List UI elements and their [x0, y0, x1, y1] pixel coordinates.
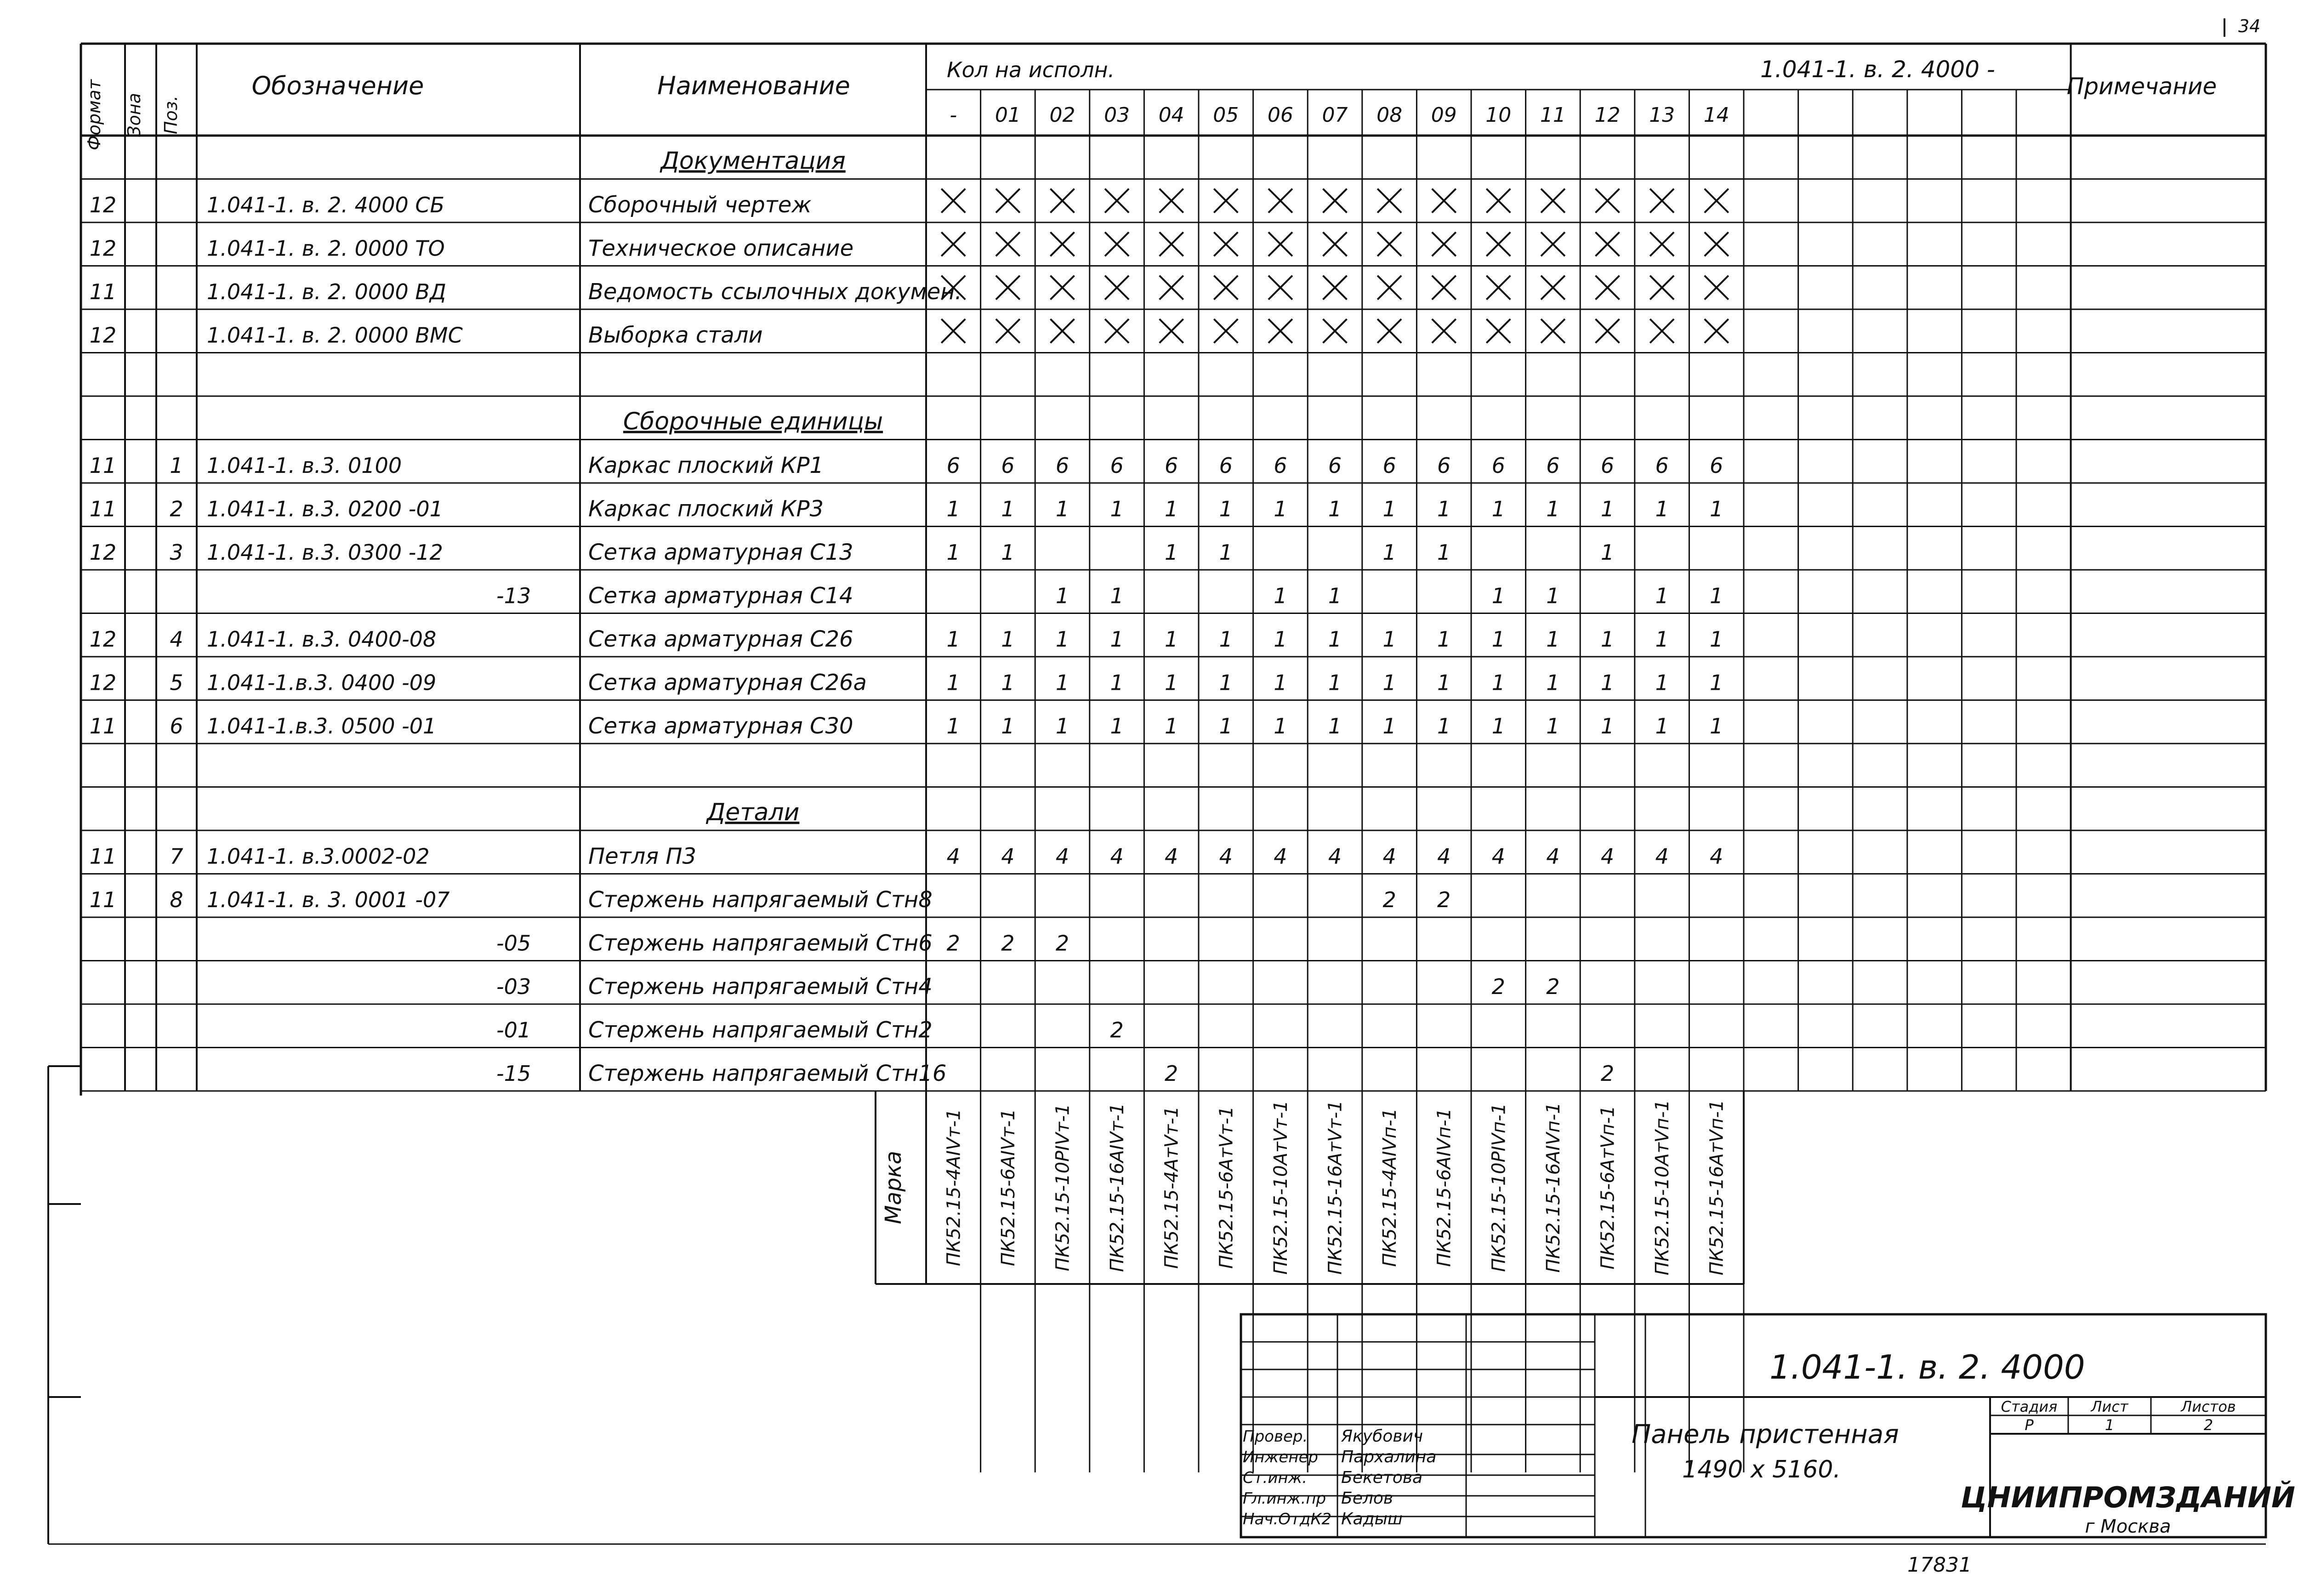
marka-value-7: ПК52.15-16АтVт-1 [1325, 1100, 1346, 1275]
doc-cross [1268, 276, 1292, 300]
doc-cross [1541, 232, 1565, 256]
qty-value: 4 [1600, 844, 1615, 869]
row-designation: -15 [496, 1061, 531, 1086]
qty-value: 1 [1710, 714, 1724, 738]
qty-value: 1 [946, 540, 960, 565]
qty-value: 1 [1710, 627, 1724, 652]
doc-cross [1105, 319, 1129, 343]
section-details: Детали [706, 799, 800, 826]
row-designation: 1.041-1. в. 2. 4000 СБ [207, 193, 445, 217]
qty-value: 1 [1546, 496, 1560, 522]
qty-value: 6 [1328, 453, 1342, 478]
qty-value: 6 [1219, 453, 1233, 478]
doc-cross [1377, 189, 1401, 213]
qty-value: 1 [946, 670, 960, 695]
qty-value: 1 [1328, 627, 1342, 652]
qty-value: 2 [1165, 1061, 1178, 1086]
variant-header-1: 01 [995, 103, 1021, 127]
row-designation: -01 [496, 1017, 531, 1043]
qty-value: 1 [1110, 627, 1124, 652]
doc-cross [1541, 319, 1565, 343]
row-name: Сетка арматурная С30 [588, 713, 853, 739]
qty-value: 1 [1491, 670, 1505, 695]
doc-cross [1650, 276, 1674, 300]
qty-value: 4 [1001, 844, 1015, 869]
row-pos: 1 [170, 453, 183, 478]
tb-role-0: Провер. [1243, 1427, 1308, 1446]
qty-value: 1 [1055, 496, 1069, 522]
row-name: Стержень напрягаемый Стн6 [588, 930, 933, 956]
qty-value: 6 [1165, 453, 1178, 478]
marka-label: Марка [881, 1151, 906, 1224]
row-designation: -05 [496, 931, 531, 956]
row-format: 12 [89, 670, 117, 695]
qty-value: 1 [1600, 627, 1615, 652]
marka-value-0: ПК52.15-4АIVт-1 [943, 1108, 965, 1267]
qty-value: 1 [1001, 496, 1015, 522]
tb-role-3: Гл.инж.пр [1243, 1489, 1326, 1508]
qty-value: 1 [1491, 583, 1505, 608]
row-pos: 7 [170, 844, 183, 869]
row-designation: 1.041-1. в. 2. 0000 ВД [207, 279, 446, 304]
qty-value: 6 [1600, 453, 1615, 478]
qty-value: 1 [1546, 714, 1560, 738]
doc-cross [1160, 189, 1183, 213]
qty-value: 1 [1600, 670, 1615, 695]
tb-name-1: Пархалина [1341, 1448, 1437, 1466]
doc-cross [1705, 232, 1729, 256]
header-designation: Обозначение [251, 71, 424, 100]
variant-header-4: 04 [1158, 103, 1184, 127]
doc-cross [1650, 189, 1674, 213]
marka-value-10: ПК52.15-10РIVп-1 [1488, 1103, 1510, 1272]
qty-value: 6 [1491, 453, 1505, 478]
tb-name-2: Бекетова [1341, 1468, 1423, 1487]
variant-header-13: 13 [1649, 103, 1675, 127]
qty-value: 1 [1655, 714, 1669, 738]
qty-value: 1 [1328, 583, 1342, 608]
tb-name-3: Белов [1341, 1489, 1394, 1508]
doc-cross [1541, 189, 1565, 213]
variant-header-8: 08 [1377, 103, 1403, 127]
doc-cross [996, 232, 1020, 256]
doc-cross [1432, 319, 1456, 343]
doc-cross [1051, 189, 1075, 213]
qty-value: 1 [1274, 670, 1287, 695]
row-name: Техническое описание [588, 235, 854, 261]
marka-value-5: ПК52.15-6АтVт-1 [1216, 1106, 1237, 1269]
marka-value-4: ПК52.15-4АтVт-1 [1161, 1106, 1183, 1269]
qty-value: 4 [1274, 844, 1287, 869]
qty-value: 1 [1600, 496, 1615, 522]
variant-header-9: 09 [1431, 103, 1457, 127]
qty-value: 4 [1382, 844, 1396, 869]
qty-value: 1 [1437, 670, 1451, 695]
marka-value-1: ПК52.15-6АIVт-1 [997, 1108, 1019, 1267]
row-designation: 1.041-1. в. 3. 0001 -07 [207, 887, 450, 912]
row-pos: 8 [170, 887, 183, 912]
doc-cross [1323, 276, 1347, 300]
doc-cross [1105, 189, 1129, 213]
qty-value: 1 [1219, 670, 1233, 695]
header-qty: Кол на исполн. [947, 57, 1115, 82]
qty-value: 2 [1546, 974, 1560, 999]
doc-cross [1486, 232, 1510, 256]
qty-value: 1 [1219, 540, 1233, 565]
marka-value-9: ПК52.15-6АIVп-1 [1433, 1108, 1455, 1267]
corner-stamp: 17831 [1907, 1553, 1972, 1577]
qty-value: 4 [1110, 844, 1124, 869]
qty-value: 4 [1219, 844, 1233, 869]
variant-header-14: 14 [1703, 103, 1729, 127]
header-format: Формат [84, 79, 104, 151]
row-designation: 1.041-1. в.3. 0300 -12 [207, 540, 443, 565]
qty-value: 1 [1382, 627, 1396, 652]
doc-cross [1051, 319, 1075, 343]
marka-value-13: ПК52.15-10АтVп-1 [1652, 1099, 1673, 1276]
qty-value: 4 [1328, 844, 1342, 869]
qty-value: 1 [1437, 496, 1451, 522]
doc-cross [1650, 232, 1674, 256]
row-name: Ведомость ссылочных докумен. [588, 279, 962, 305]
doc-cross [1377, 232, 1401, 256]
row-designation: 1.041-1. в.3.0002-02 [207, 844, 430, 869]
doc-cross [1432, 276, 1456, 300]
qty-value: 1 [1001, 627, 1015, 652]
doc-cross [1650, 319, 1674, 343]
row-name: Выборка стали [588, 322, 763, 348]
row-format: 12 [89, 540, 117, 565]
qty-value: 1 [1546, 627, 1560, 652]
doc-cross [996, 319, 1020, 343]
qty-value: 1 [1600, 714, 1615, 738]
header-pos: Поз. [161, 95, 181, 135]
qty-value: 2 [1055, 931, 1069, 956]
doc-cross [1214, 276, 1238, 300]
tb-role-1: Инженер [1243, 1448, 1318, 1466]
marka-value-8: ПК52.15-4АIVп-1 [1379, 1108, 1401, 1267]
doc-cross [941, 189, 965, 213]
tb-sheet-label: Лист [2091, 1398, 2128, 1415]
qty-value: 4 [1491, 844, 1505, 869]
row-name: Сетка арматурная С26а [588, 670, 867, 696]
qty-value: 1 [1382, 670, 1396, 695]
row-name: Петля П3 [588, 843, 697, 869]
header-note: Примечание [2066, 73, 2217, 100]
corner-page: 34 [2238, 16, 2261, 36]
qty-value: 4 [1437, 844, 1451, 869]
qty-value: 1 [1655, 583, 1669, 608]
row-pos: 2 [170, 496, 183, 522]
row-format: 12 [89, 236, 117, 261]
qty-value: 1 [1274, 496, 1287, 522]
row-designation: 1.041-1. в. 2. 0000 ТО [207, 236, 445, 261]
qty-value: 1 [1546, 670, 1560, 695]
qty-value: 1 [1655, 496, 1669, 522]
qty-value: 1 [1328, 670, 1342, 695]
tb-stage-label: Стадия [2001, 1398, 2058, 1415]
qty-value: 6 [1001, 453, 1015, 478]
doc-cross [1160, 232, 1183, 256]
tb-sheet: 1 [2105, 1416, 2115, 1434]
qty-value: 6 [1546, 453, 1560, 478]
row-name: Сетка арматурная С13 [588, 540, 853, 565]
qty-value: 1 [946, 714, 960, 738]
doc-cross [1596, 319, 1620, 343]
qty-value: 6 [946, 453, 960, 478]
qty-value: 1 [1491, 714, 1505, 738]
qty-value: 1 [1546, 583, 1560, 608]
doc-cross [1051, 232, 1075, 256]
qty-value: 1 [1165, 714, 1178, 738]
doc-cross [1214, 189, 1238, 213]
doc-cross [941, 232, 965, 256]
qty-value: 4 [1710, 844, 1724, 869]
section-documentation: Документация [660, 147, 846, 175]
qty-value: 1 [946, 627, 960, 652]
tb-role-2: Ст.инж. [1243, 1469, 1308, 1487]
qty-value: 1 [1165, 670, 1178, 695]
qty-value: 6 [1274, 453, 1287, 478]
qty-value: 1 [1710, 670, 1724, 695]
row-designation: -03 [496, 974, 531, 999]
qty-value: 1 [1001, 714, 1015, 738]
tb-stage: Р [2025, 1416, 2034, 1434]
variant-header-10: 10 [1485, 103, 1512, 127]
marka-value-12: ПК52.15-6АтVп-1 [1597, 1105, 1619, 1270]
variant-header-5: 05 [1213, 103, 1239, 127]
variant-header-12: 12 [1594, 103, 1621, 127]
row-pos: 4 [170, 627, 183, 652]
qty-value: 2 [1110, 1017, 1124, 1043]
qty-value: 1 [1710, 583, 1724, 608]
qty-value: 6 [1382, 453, 1396, 478]
qty-value: 4 [1655, 844, 1669, 869]
doc-cross [1541, 276, 1565, 300]
qty-value: 1 [1328, 714, 1342, 738]
doc-cross [1705, 319, 1729, 343]
doc-cross [1377, 319, 1401, 343]
qty-value: 1 [1219, 714, 1233, 738]
doc-cross [1705, 189, 1729, 213]
row-format: 11 [89, 279, 117, 304]
tb-title1: Панель пристенная [1632, 1420, 1899, 1449]
qty-value: 1 [1165, 627, 1178, 652]
row-format: 11 [89, 844, 117, 869]
tb-city: г Москва [2085, 1516, 2171, 1537]
row-name: Стержень напрягаемый Стн2 [588, 1017, 933, 1043]
marka-value-6: ПК52.15-10АтVт-1 [1270, 1100, 1291, 1275]
qty-value: 4 [946, 844, 960, 869]
qty-value: 2 [1600, 1061, 1615, 1086]
header-name: Наименование [657, 71, 850, 100]
row-name: Сетка арматурная С14 [588, 583, 853, 609]
variant-header-2: 02 [1049, 103, 1075, 127]
row-pos: 3 [170, 540, 183, 565]
qty-value: 1 [1437, 627, 1451, 652]
tb-org: ЦНИИПРОМЗДАНИЙ [1961, 1481, 2295, 1514]
variant-header-7: 07 [1322, 103, 1348, 127]
qty-value: 1 [1001, 670, 1015, 695]
qty-value: 2 [1491, 974, 1505, 999]
row-format: 12 [89, 627, 117, 652]
qty-value: 6 [1110, 453, 1124, 478]
qty-value: 4 [1055, 844, 1069, 869]
row-format: 12 [89, 323, 117, 348]
doc-cross [1432, 232, 1456, 256]
qty-value: 6 [1710, 453, 1724, 478]
row-designation: 1.041-1.в.3. 0400 -09 [207, 670, 437, 695]
row-format: 11 [89, 714, 117, 738]
qty-value: 1 [1219, 627, 1233, 652]
qty-value: 1 [1055, 670, 1069, 695]
variant-header-11: 11 [1540, 103, 1566, 127]
marka-value-14: ПК52.15-16АтVп-1 [1706, 1099, 1728, 1276]
doc-cross [1323, 319, 1347, 343]
marka-value-3: ПК52.15-16АIVт-1 [1107, 1102, 1128, 1272]
qty-value: 6 [1437, 453, 1451, 478]
qty-value: 1 [1655, 670, 1669, 695]
doc-cross [1596, 189, 1620, 213]
doc-cross [1268, 319, 1292, 343]
doc-cross [1160, 276, 1183, 300]
doc-cross [1214, 319, 1238, 343]
qty-value: 1 [1437, 714, 1451, 738]
tb-code: 1.041-1. в. 2. 4000 [1769, 1348, 2085, 1386]
qty-value: 1 [1110, 714, 1124, 738]
doc-cross [1051, 276, 1075, 300]
doc-cross [996, 276, 1020, 300]
doc-cross [1596, 276, 1620, 300]
doc-cross [1105, 232, 1129, 256]
qty-value: 1 [1055, 583, 1069, 608]
header-doc-code: 1.041-1. в. 2. 4000 - [1760, 56, 1995, 83]
qty-value: 1 [1001, 540, 1015, 565]
doc-cross [1486, 276, 1510, 300]
marka-value-2: ПК52.15-10РIVт-1 [1052, 1103, 1074, 1272]
doc-cross [1596, 232, 1620, 256]
row-name: Стержень напрягаемый Стн4 [588, 974, 933, 1000]
table-text [84, 16, 2295, 1577]
row-format: 11 [89, 453, 117, 478]
row-designation: 1.041-1. в.3. 0400-08 [207, 627, 437, 652]
tb-name-4: Кадыш [1341, 1510, 1403, 1528]
doc-cross [1486, 189, 1510, 213]
header-zone: Зона [124, 93, 144, 137]
qty-value: 1 [1274, 714, 1287, 738]
row-format: 11 [89, 887, 117, 912]
qty-value: 4 [1546, 844, 1560, 869]
qty-value: 1 [1055, 714, 1069, 738]
qty-value: 6 [1055, 453, 1069, 478]
qty-value: 1 [1600, 540, 1615, 565]
tb-title2: 1490 х 5160. [1682, 1456, 1841, 1483]
qty-value: 2 [1437, 887, 1451, 912]
row-name: Сетка арматурная С26 [588, 626, 853, 652]
qty-value: 1 [1110, 670, 1124, 695]
tb-sheets: 2 [2203, 1416, 2213, 1434]
doc-cross [1323, 189, 1347, 213]
doc-cross [1432, 189, 1456, 213]
row-name: Стержень напрягаемый Стн16 [588, 1061, 947, 1086]
marka-value-11: ПК52.15-16АIVп-1 [1542, 1102, 1564, 1273]
row-pos: 5 [170, 670, 183, 695]
variant-header-6: 06 [1267, 103, 1293, 127]
qty-value: 1 [1110, 583, 1124, 608]
qty-value: 1 [1328, 496, 1342, 522]
row-format: 12 [89, 193, 117, 217]
qty-value: 1 [1165, 540, 1178, 565]
row-name: Сборочный чертеж [588, 192, 812, 218]
qty-value: 1 [1274, 627, 1287, 652]
qty-value: 1 [1491, 627, 1505, 652]
variant-header-0: - [950, 103, 957, 127]
qty-value: 1 [946, 496, 960, 522]
row-designation: 1.041-1.в.3. 0500 -01 [207, 714, 437, 738]
section-assemblies: Сборочные единицы [623, 408, 883, 436]
qty-value: 1 [1110, 496, 1124, 522]
row-pos: 6 [170, 714, 183, 738]
qty-value: 2 [1001, 931, 1015, 956]
doc-cross [1268, 189, 1292, 213]
qty-value: 1 [1382, 714, 1396, 738]
doc-cross [1486, 319, 1510, 343]
qty-value: 1 [1655, 627, 1669, 652]
doc-cross [1105, 276, 1129, 300]
row-name: Стержень напрягаемый Стн8 [588, 887, 933, 913]
doc-cross [1323, 232, 1347, 256]
row-designation: -13 [496, 583, 531, 608]
qty-value: 2 [946, 931, 960, 956]
tb-sheets-label: Листов [2181, 1398, 2236, 1415]
row-name: Каркас плоский КР1 [588, 453, 824, 478]
qty-value: 1 [1491, 496, 1505, 522]
qty-value: 1 [1382, 496, 1396, 522]
qty-value: 6 [1655, 453, 1669, 478]
doc-cross [996, 189, 1020, 213]
qty-value: 1 [1274, 583, 1287, 608]
doc-cross [1160, 319, 1183, 343]
variant-header-3: 03 [1104, 103, 1130, 127]
qty-value: 1 [1219, 496, 1233, 522]
doc-cross [941, 319, 965, 343]
doc-cross [1214, 232, 1238, 256]
qty-value: 1 [1165, 496, 1178, 522]
tb-role-4: Нач.ОтдК2 [1243, 1510, 1332, 1528]
row-name: Каркас плоский КР3 [588, 496, 824, 522]
qty-value: 1 [1710, 496, 1724, 522]
qty-value: 1 [1055, 627, 1069, 652]
doc-cross [1268, 232, 1292, 256]
qty-value: 2 [1382, 887, 1396, 912]
doc-cross [1377, 276, 1401, 300]
row-designation: 1.041-1. в. 2. 0000 ВМС [207, 323, 463, 348]
row-format: 11 [89, 496, 117, 522]
qty-value: 1 [1437, 540, 1451, 565]
qty-value: 1 [1382, 540, 1396, 565]
doc-cross [1705, 276, 1729, 300]
tb-name-0: Якубович [1341, 1427, 1423, 1446]
row-designation: 1.041-1. в.3. 0100 [207, 453, 402, 478]
qty-value: 4 [1165, 844, 1178, 869]
row-designation: 1.041-1. в.3. 0200 -01 [207, 496, 443, 522]
